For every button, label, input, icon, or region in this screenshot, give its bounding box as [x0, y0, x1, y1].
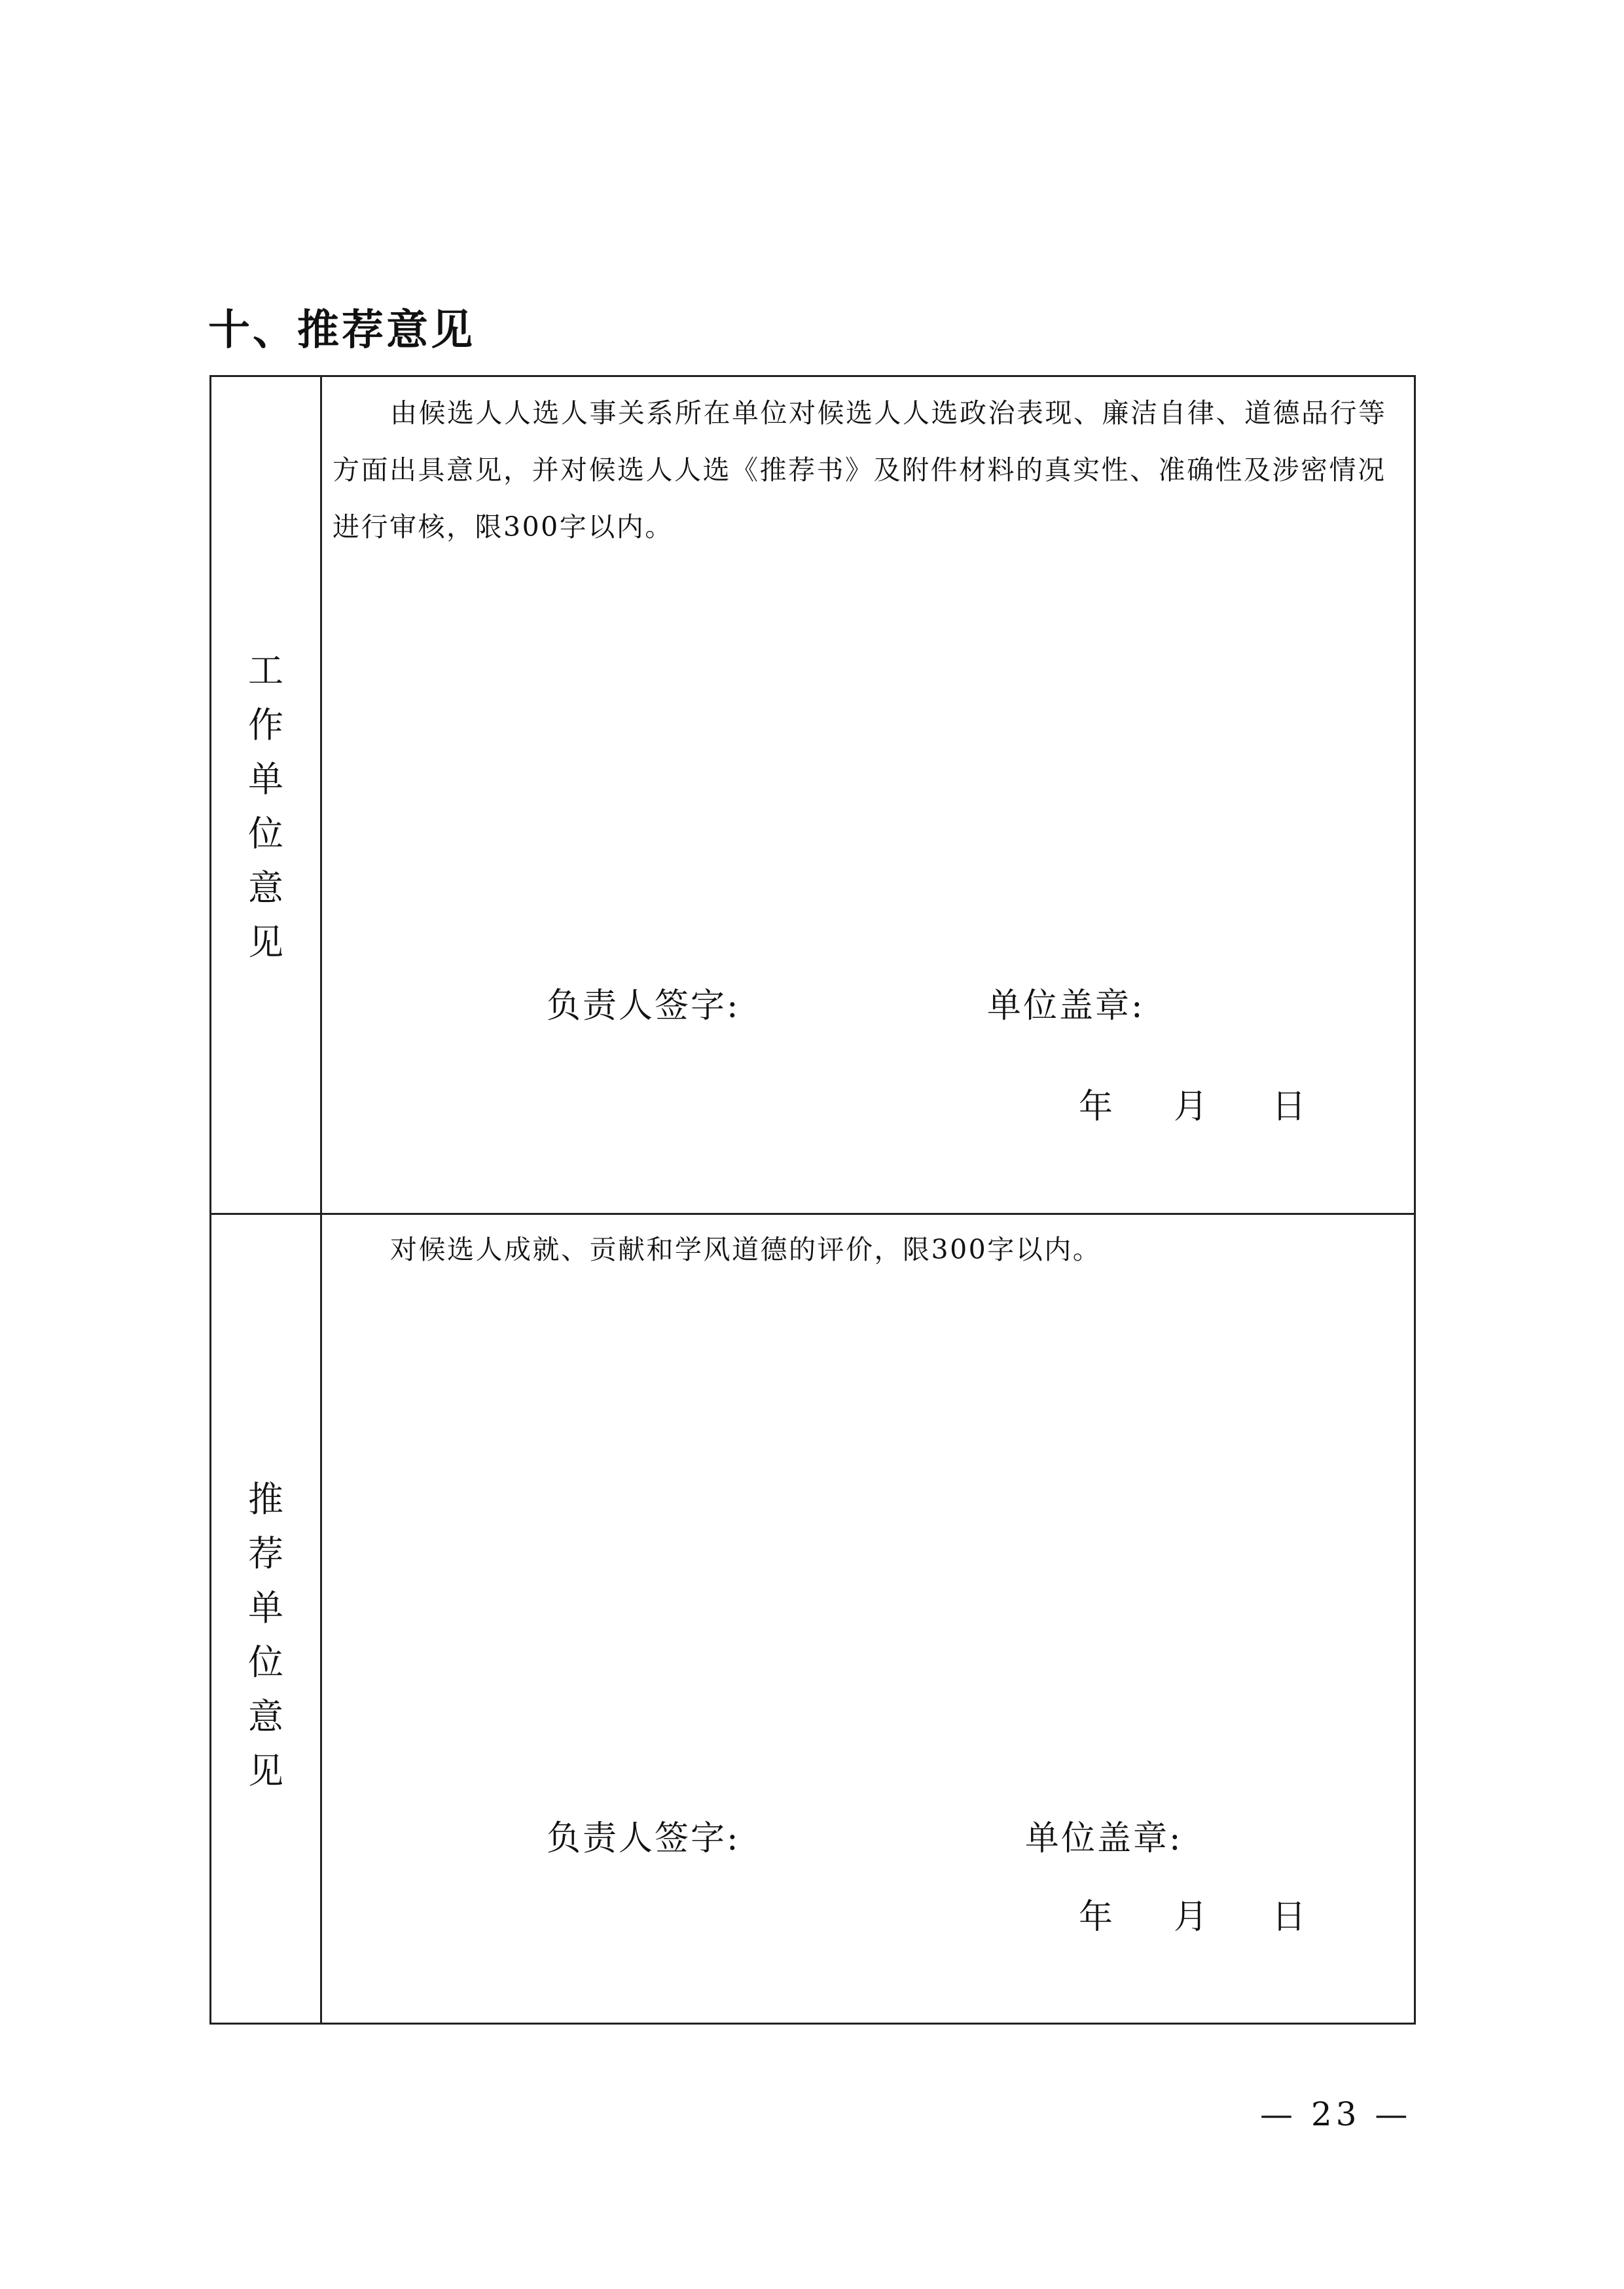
label-char: 见: [248, 922, 283, 963]
work-unit-date-day: 日: [1272, 1087, 1307, 1126]
label-char: 意: [248, 1696, 283, 1737]
recommending-unit-opinion-label: [211, 1472, 320, 1798]
label-char: 推: [248, 1479, 283, 1520]
recommending-unit-seal-label: 单位盖章:: [1025, 1819, 1183, 1858]
page-number: — 23 —: [1260, 2095, 1412, 2133]
work-unit-opinion-label: [211, 643, 320, 969]
recommending-unit-date-day: 日: [1272, 1898, 1307, 1937]
work-unit-instruction: 由候选人人选人事关系所在单位对候选人人选政治表现、廉洁自律、道德品行等方面出具意见，并对候选人人选《推荐书》及附件材料的真实性、准确性及涉密情况进行审核，限300字以内。: [333, 397, 1387, 543]
column-divider: [320, 377, 322, 2023]
work-unit-signature-label: 负责人签字:: [547, 986, 740, 1026]
label-char: 意: [248, 867, 283, 909]
recommending-unit-date-month: 月: [1174, 1898, 1208, 1937]
row-divider: [211, 1213, 1414, 1215]
section-title: 十、推荐意见: [208, 306, 475, 355]
recommending-unit-instruction: 对候选人成就、贡献和学风道德的评价，限300字以内。: [390, 1234, 1102, 1265]
label-char: 见: [248, 1750, 283, 1792]
recommendation-form-table: [209, 375, 1416, 2025]
work-unit-date-month: 月: [1174, 1087, 1208, 1126]
work-unit-date-year: 年: [1079, 1087, 1113, 1126]
label-char: 位: [248, 1642, 283, 1683]
recommending-unit-date-year: 年: [1079, 1898, 1113, 1937]
label-char: 单: [248, 1587, 283, 1629]
label-char: 工: [248, 650, 283, 691]
work-unit-seal-label: 单位盖章:: [987, 986, 1145, 1026]
label-char: 单: [248, 759, 283, 800]
label-char: 作: [248, 704, 283, 746]
label-char: 位: [248, 813, 283, 854]
label-char: 荐: [248, 1533, 283, 1574]
recommending-unit-signature-label: 负责人签字:: [547, 1819, 740, 1858]
